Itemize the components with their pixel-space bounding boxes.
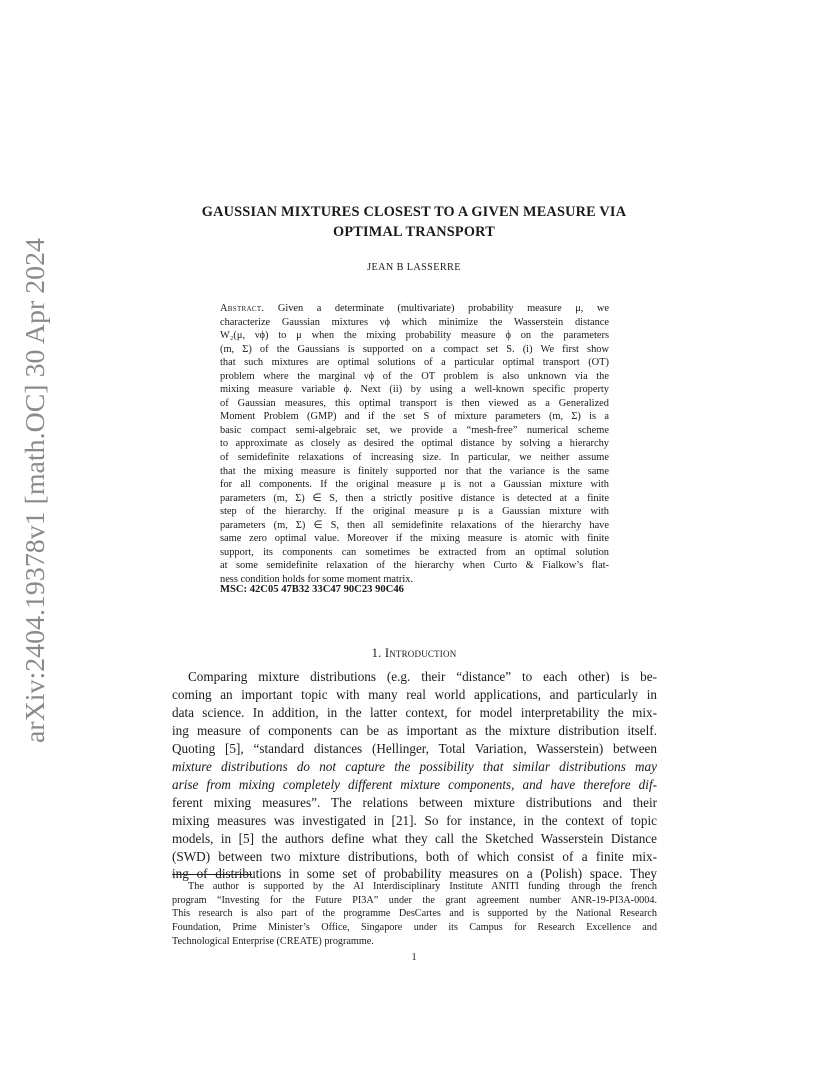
abstract-line: (m, Σ) of the Gaussians is supported on a compact set S. (i) We first show — [220, 343, 609, 355]
body-line: ing of distributions in some set of probability measures on a (Polish) space. They — [172, 866, 657, 882]
body-paragraph — [172, 668, 657, 883]
footnote-line: This research is also part of the programme DesCartes and is supported by the National Research — [172, 908, 657, 920]
body-line-quote: mixture distributions do not capture the possibility that similar distributions may — [172, 758, 657, 774]
footnote-divider — [172, 874, 252, 875]
abstract-line: of semidefinite relaxations of increasing size. In particular, we neither assume — [220, 452, 609, 464]
page-number: 1 — [411, 952, 417, 963]
abstract-line: basic compact semi-algebraic set, we provide a “mesh-free” numerical scheme — [220, 424, 609, 436]
section-heading — [150, 646, 678, 661]
abstract-line: at some semidefinite relaxation of the hierarchy when Curto & Fialkow’s flat- — [220, 560, 609, 572]
body-line: coming an important topic with many real world applications, and particularly in — [172, 686, 657, 702]
paper-title-line-1: GAUSSIAN MIXTURES CLOSEST TO A GIVEN MEASURE VIA — [201, 204, 627, 220]
paper-title — [150, 202, 678, 242]
abstract-line: mixing measure variable ϕ. Next (ii) by using a well-known specific property — [220, 384, 609, 396]
abstract-line: of Gaussian measures, this optimal transport is then viewed as a Generalized — [220, 397, 609, 409]
body-line: (SWD) between two mixture distributions, both of which consist of a finite mix- — [172, 848, 657, 864]
abstract-line: Moment Problem (GMP) and if the set S of mixture parameters (m, Σ) is a — [220, 411, 609, 423]
footnote-line: Technological Enterprise (CREATE) programme. — [172, 935, 374, 947]
abstract-line-text: Given a determinate (multivariate) probability measure μ, we — [264, 303, 609, 314]
footnote-line: Foundation, Prime Minister’s Office, Singapore under its Campus for Research Excellence and — [172, 922, 657, 934]
body-line: data science. In addition, in the latter context, for model interpretability the mix- — [172, 704, 657, 720]
abstract-line: for all components. If the original measure μ is not a Gaussian mixture with — [220, 479, 609, 491]
abstract-line — [220, 302, 609, 316]
arxiv-identifier-text: arXiv:2404.19378v1 [math.OC] 30 Apr 2024 — [20, 254, 50, 743]
abstract-line: ness condition holds for some moment matrix. — [220, 573, 414, 585]
abstract-line: same zero optimal value. Moreover if the mixing measure is atomic with finite — [220, 533, 609, 545]
abstract-line: that the mixing measure is finitely supported nor that the variance is the same — [220, 465, 609, 477]
paper-title-line-2: OPTIMAL TRANSPORT — [333, 224, 495, 240]
abstract-line: problem where the marginal νϕ of the OT problem is also unknown via the — [220, 370, 609, 382]
abstract-line: characterize Gaussian mixtures νϕ which minimize the Wasserstein distance — [220, 316, 609, 328]
body-line: Comparing mixture distributions (e.g. their “distance” to each other) is be- — [188, 669, 657, 684]
body-line: ferent mixing measures”. The relations between mixture distributions and their — [172, 794, 657, 810]
footnote — [172, 880, 657, 949]
author-name: JEAN B LASSERRE — [367, 262, 461, 273]
body-line: models, in [5] the authors define what they call the Sketched Wasserstein Distance — [172, 830, 657, 846]
abstract-line: to approximate as closely as desired the optimal distance by solving a hierarchy — [220, 438, 609, 450]
msc-classification: MSC: 42C05 47B32 33C47 90C23 90C46 — [220, 584, 404, 595]
abstract-label: Abstract. — [220, 303, 265, 314]
abstract-line: that such mixtures are optimal solutions of a particular optimal transport (OT) — [220, 357, 609, 369]
section-title: Introduction — [384, 646, 457, 660]
abstract-line: support, its components can sometimes be extracted from an optimal solution — [220, 546, 609, 558]
body-line: ing measure of components can be as important as the mixture distribution itself. — [172, 722, 657, 738]
section-number: 1. — [371, 646, 382, 660]
body-line: Quoting [5], “standard distances (Hellinger, Total Variation, Wasserstein) between — [172, 740, 657, 756]
abstract-line: step of the hierarchy. If the original measure μ is a Gaussian mixture with — [220, 506, 609, 518]
abstract-line: parameters (m, Σ) ∈ S, then all semidefinite relaxations of the hierarchy have — [220, 519, 609, 531]
body-line-quote: arise from mixing completely different mixture components, and have therefore dif- — [172, 776, 657, 792]
abstract-line: parameters (m, Σ) ∈ S, then a strictly positive distance is detected at a finite — [220, 492, 609, 504]
arxiv-identifier-sidebar — [14, 238, 54, 743]
body-line: mixing measures was investigated in [21]. So for instance, in the context of topic — [172, 812, 657, 828]
footnote-line: program “Investing for the Future PI3A” under the grant agreement number ANR-19-PI3A-0004. — [172, 894, 657, 906]
abstract — [220, 302, 609, 586]
abstract-line: W₂(μ, νϕ) to μ when the mixing probability measure ϕ on the parameters — [220, 330, 609, 342]
footnote-line: The author is supported by the AI Interdisciplinary Institute ANITI funding through the french — [188, 881, 657, 892]
